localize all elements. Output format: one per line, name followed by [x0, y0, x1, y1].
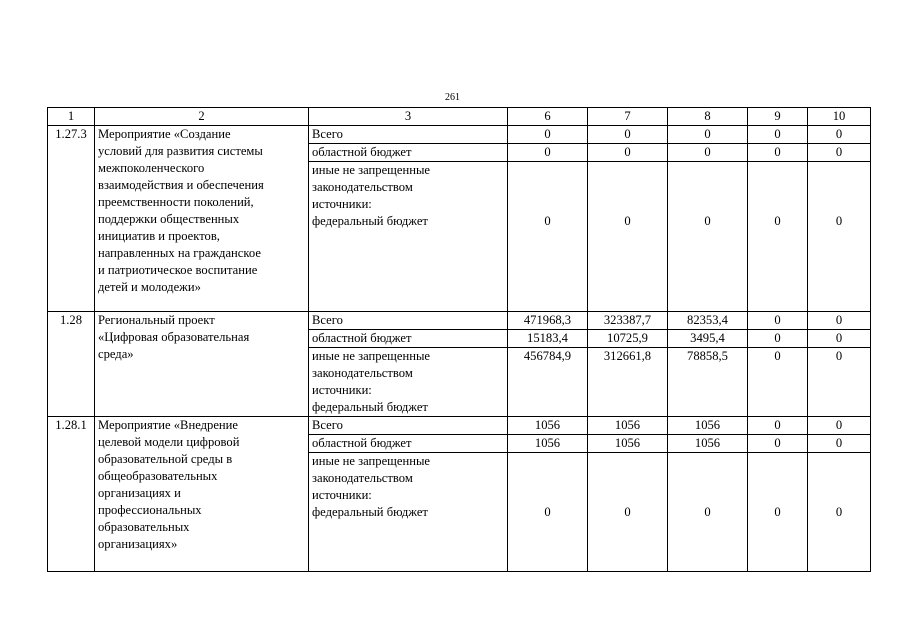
- value-cell: 0: [748, 453, 808, 572]
- value-cell: 0: [808, 312, 871, 330]
- value-cell: 1056: [588, 435, 668, 453]
- name-line: Региональный проект: [98, 313, 215, 327]
- value-cell: 0: [748, 144, 808, 162]
- source-line: законодательством: [312, 366, 413, 380]
- value-cell: 78858,5: [668, 348, 748, 417]
- value-cell: 0: [668, 453, 748, 572]
- value-cell: 0: [808, 330, 871, 348]
- column-header: 6: [508, 108, 588, 126]
- name-line: инициатив и проектов,: [98, 229, 220, 243]
- page-number: 261: [445, 92, 460, 103]
- row-code: 1.27.3: [48, 126, 95, 312]
- name-line: «Цифровая образовательная: [98, 330, 250, 344]
- source-regional: областной бюджет: [309, 330, 508, 348]
- column-header: 3: [309, 108, 508, 126]
- row-code: 1.28: [48, 312, 95, 417]
- value-cell: 0: [808, 453, 871, 572]
- value-cell: 0: [588, 144, 668, 162]
- column-header: 7: [588, 108, 668, 126]
- table-row: [48, 417, 871, 435]
- source-other: [309, 348, 508, 417]
- value-cell: 456784,9: [508, 348, 588, 417]
- source-line: федеральный бюджет: [312, 505, 428, 519]
- value-cell: 0: [748, 348, 808, 417]
- name-line: межпоколенческого: [98, 161, 205, 175]
- value-cell: 0: [668, 144, 748, 162]
- name-line: Мероприятие «Создание: [98, 127, 231, 141]
- source-line: федеральный бюджет: [312, 214, 428, 228]
- name-line: и патриотическое воспитание: [98, 263, 258, 277]
- source-other: [309, 453, 508, 572]
- value-cell: 0: [808, 348, 871, 417]
- row-name: [95, 126, 309, 312]
- name-line: образовательных: [98, 520, 190, 534]
- value-cell: 0: [748, 126, 808, 144]
- value-cell: 471968,3: [508, 312, 588, 330]
- column-header: 2: [95, 108, 309, 126]
- source-line: законодательством: [312, 180, 413, 194]
- source-line: источники:: [312, 488, 372, 502]
- value-cell: 0: [748, 312, 808, 330]
- column-header: 1: [48, 108, 95, 126]
- source-regional: областной бюджет: [309, 435, 508, 453]
- row-name: [95, 312, 309, 417]
- name-line: преемственности поколений,: [98, 195, 254, 209]
- source-regional: областной бюджет: [309, 144, 508, 162]
- name-line: организациях»: [98, 537, 178, 551]
- source-line: источники:: [312, 383, 372, 397]
- value-cell: 0: [588, 126, 668, 144]
- value-cell: 0: [508, 144, 588, 162]
- header-row: [48, 108, 871, 126]
- column-header: 10: [808, 108, 871, 126]
- table-row: [48, 312, 871, 330]
- value-cell: 0: [808, 162, 871, 312]
- source-line: иные не запрещенные: [312, 349, 430, 363]
- source-total: Всего: [309, 417, 508, 435]
- value-cell: 0: [588, 162, 668, 312]
- value-cell: 82353,4: [668, 312, 748, 330]
- value-cell: 1056: [508, 417, 588, 435]
- value-cell: 0: [668, 162, 748, 312]
- value-cell: 312661,8: [588, 348, 668, 417]
- value-cell: 1056: [668, 417, 748, 435]
- table-row: [48, 126, 871, 144]
- row-name: [95, 417, 309, 572]
- value-cell: 323387,7: [588, 312, 668, 330]
- source-line: источники:: [312, 197, 372, 211]
- value-cell: 0: [588, 453, 668, 572]
- source-line: иные не запрещенные: [312, 454, 430, 468]
- value-cell: 0: [748, 330, 808, 348]
- value-cell: 0: [808, 126, 871, 144]
- value-cell: 15183,4: [508, 330, 588, 348]
- name-line: направленных на гражданское: [98, 246, 261, 260]
- value-cell: 1056: [588, 417, 668, 435]
- source-other: [309, 162, 508, 312]
- name-line: профессиональных: [98, 503, 202, 517]
- value-cell: 1056: [508, 435, 588, 453]
- value-cell: 3495,4: [668, 330, 748, 348]
- value-cell: 0: [748, 417, 808, 435]
- name-line: Мероприятие «Внедрение: [98, 418, 238, 432]
- source-line: законодательством: [312, 471, 413, 485]
- name-line: условий для развития системы: [98, 144, 263, 158]
- column-header: 9: [748, 108, 808, 126]
- source-line: иные не запрещенные: [312, 163, 430, 177]
- column-header: 8: [668, 108, 748, 126]
- source-line: федеральный бюджет: [312, 400, 428, 414]
- value-cell: 0: [508, 162, 588, 312]
- name-line: детей и молодежи»: [98, 280, 201, 294]
- name-line: среда»: [98, 347, 134, 361]
- source-total: Всего: [309, 126, 508, 144]
- value-cell: 0: [748, 162, 808, 312]
- row-code: 1.28.1: [48, 417, 95, 572]
- name-line: организациях и: [98, 486, 181, 500]
- name-line: взаимодействия и обеспечения: [98, 178, 264, 192]
- value-cell: 0: [808, 144, 871, 162]
- value-cell: 0: [808, 417, 871, 435]
- value-cell: 10725,9: [588, 330, 668, 348]
- budget-table: [47, 107, 871, 572]
- value-cell: 0: [508, 453, 588, 572]
- name-line: образовательной среды в: [98, 452, 233, 466]
- name-line: общеобразовательных: [98, 469, 218, 483]
- value-cell: 0: [508, 126, 588, 144]
- value-cell: 1056: [668, 435, 748, 453]
- value-cell: 0: [748, 435, 808, 453]
- source-total: Всего: [309, 312, 508, 330]
- value-cell: 0: [808, 435, 871, 453]
- name-line: поддержки общественных: [98, 212, 240, 226]
- value-cell: 0: [668, 126, 748, 144]
- name-line: целевой модели цифровой: [98, 435, 240, 449]
